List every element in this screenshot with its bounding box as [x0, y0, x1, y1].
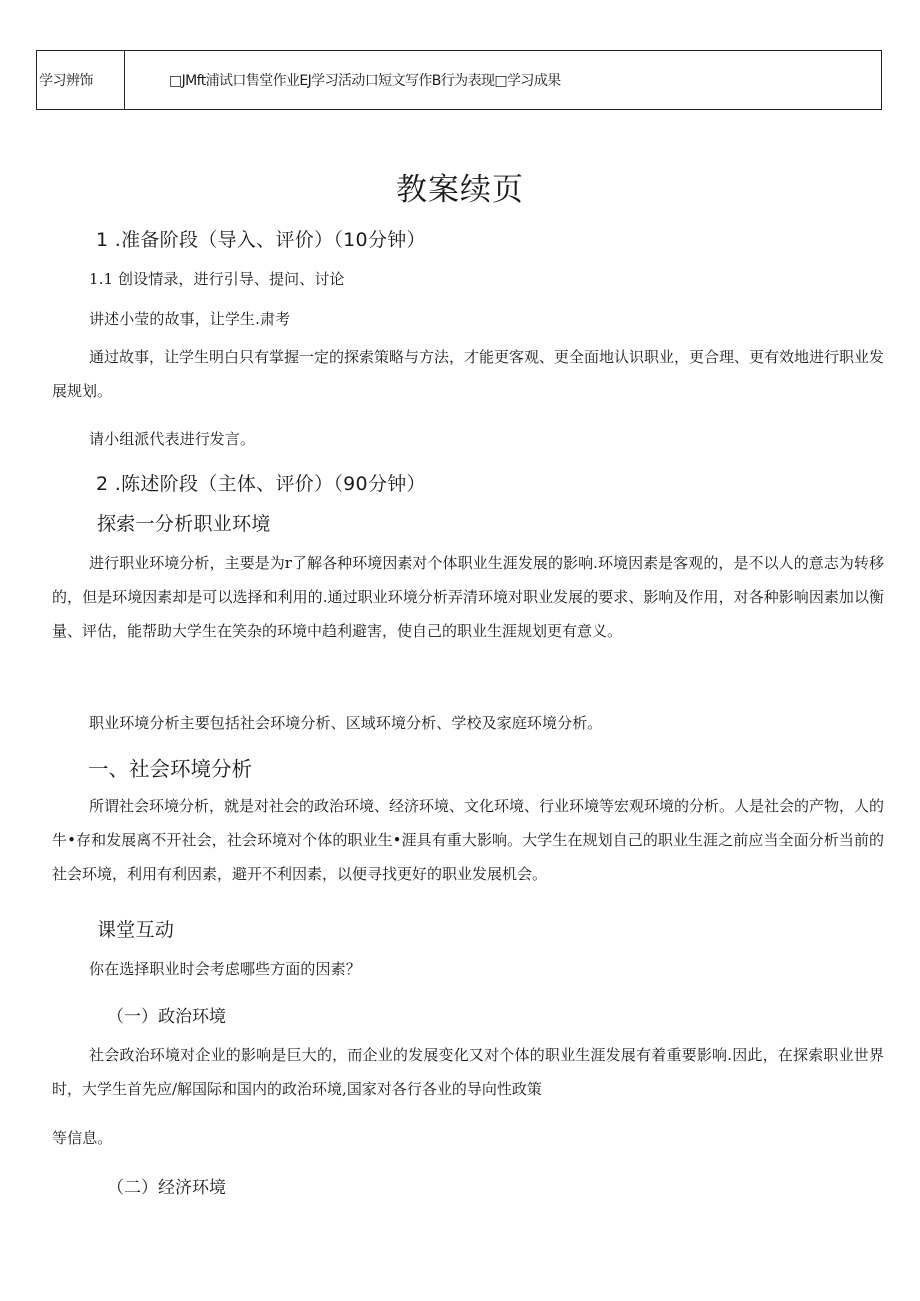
page-title: 教案续页 — [396, 172, 524, 208]
social-environment-heading: 一、社会环境分析 — [88, 757, 252, 781]
interaction-question: 你在选择职业时会考虑哪些方面的因素？ — [89, 960, 361, 978]
political-environment-heading: （一）政治环境 — [107, 1007, 226, 1027]
assessment-method-label: 学习辨饰 — [37, 51, 125, 109]
classroom-interaction-heading: 课堂互动 — [97, 919, 175, 941]
section2-heading: 2 .陈述阶段（主体、评价）（90分钟） — [96, 473, 426, 495]
political-environment-tail: 等信息。 — [52, 1129, 113, 1147]
section1-subheading: 1.1 创设情录，进行引导、提问、讨论 — [89, 270, 345, 288]
social-environment-paragraph: 所谓社会环境分析，就是对社会的政治环境、经济环境、文化环境、行业环境等宏观环境的分析。人是社会的产物，人的牛•存和发展离不开社会，社会环境对个体的职业生•涯具有重大影响。大学生在规划自己的职业生涯之前应当全面分析当前的社会环境，利用有利因素，避开不利因素，以便寻找更好的职业发展机会。 — [52, 797, 885, 883]
section1-paragraph: 通过故事，让学生明白只有掌握一定的探索策略与方法，才能更客观、更全面地认识职业，更合理、更有效地进行职业发展规划。 — [52, 348, 885, 400]
career-environment-paragraph: 进行职业环境分析，主要是为r了解各种环境因素对个体职业生涯发展的影响.环境因素是客观的，是不以人的意志为转移的，但是环境因素却是可以选择和利用的.通过职业环境分析弄清环境对职业发展的要求、影响及作用，对各种影响因素加以衡量、评估，能帮助大学生在笑杂的环境中趋利避害，使自己的职业生涯规划更有意义。 — [52, 554, 884, 640]
section1-heading: 1 .准备阶段（导入、评价）（10分钟） — [96, 229, 426, 251]
assessment-method-table — [36, 50, 882, 110]
assessment-method-options: □JMft浦试口售堂作业EJ学习活动口短文写作B行为表现□学习成果 — [169, 73, 561, 89]
section1-group-line: 请小组派代表进行发言。 — [89, 430, 256, 448]
economic-environment-heading: （二）经济环境 — [107, 1178, 226, 1198]
career-environment-summary: 职业环境分析主要包括社会环境分析、区域环境分析、学校及家庭环境分析。 — [89, 714, 603, 732]
explore-heading: 探索一分析职业环境 — [97, 513, 271, 535]
section1-story-line: 讲述小莹的故事，让学生.肃考 — [89, 310, 291, 328]
political-environment-paragraph: 社会政治环境对企业的影响是巨大的，而企业的发展变化又对个体的职业生涯发展有着重要影响.因此，在探索职业世界时，大学生首先应/解国际和国内的政治环境,国家对各行各业的导向性政策 — [52, 1046, 884, 1098]
